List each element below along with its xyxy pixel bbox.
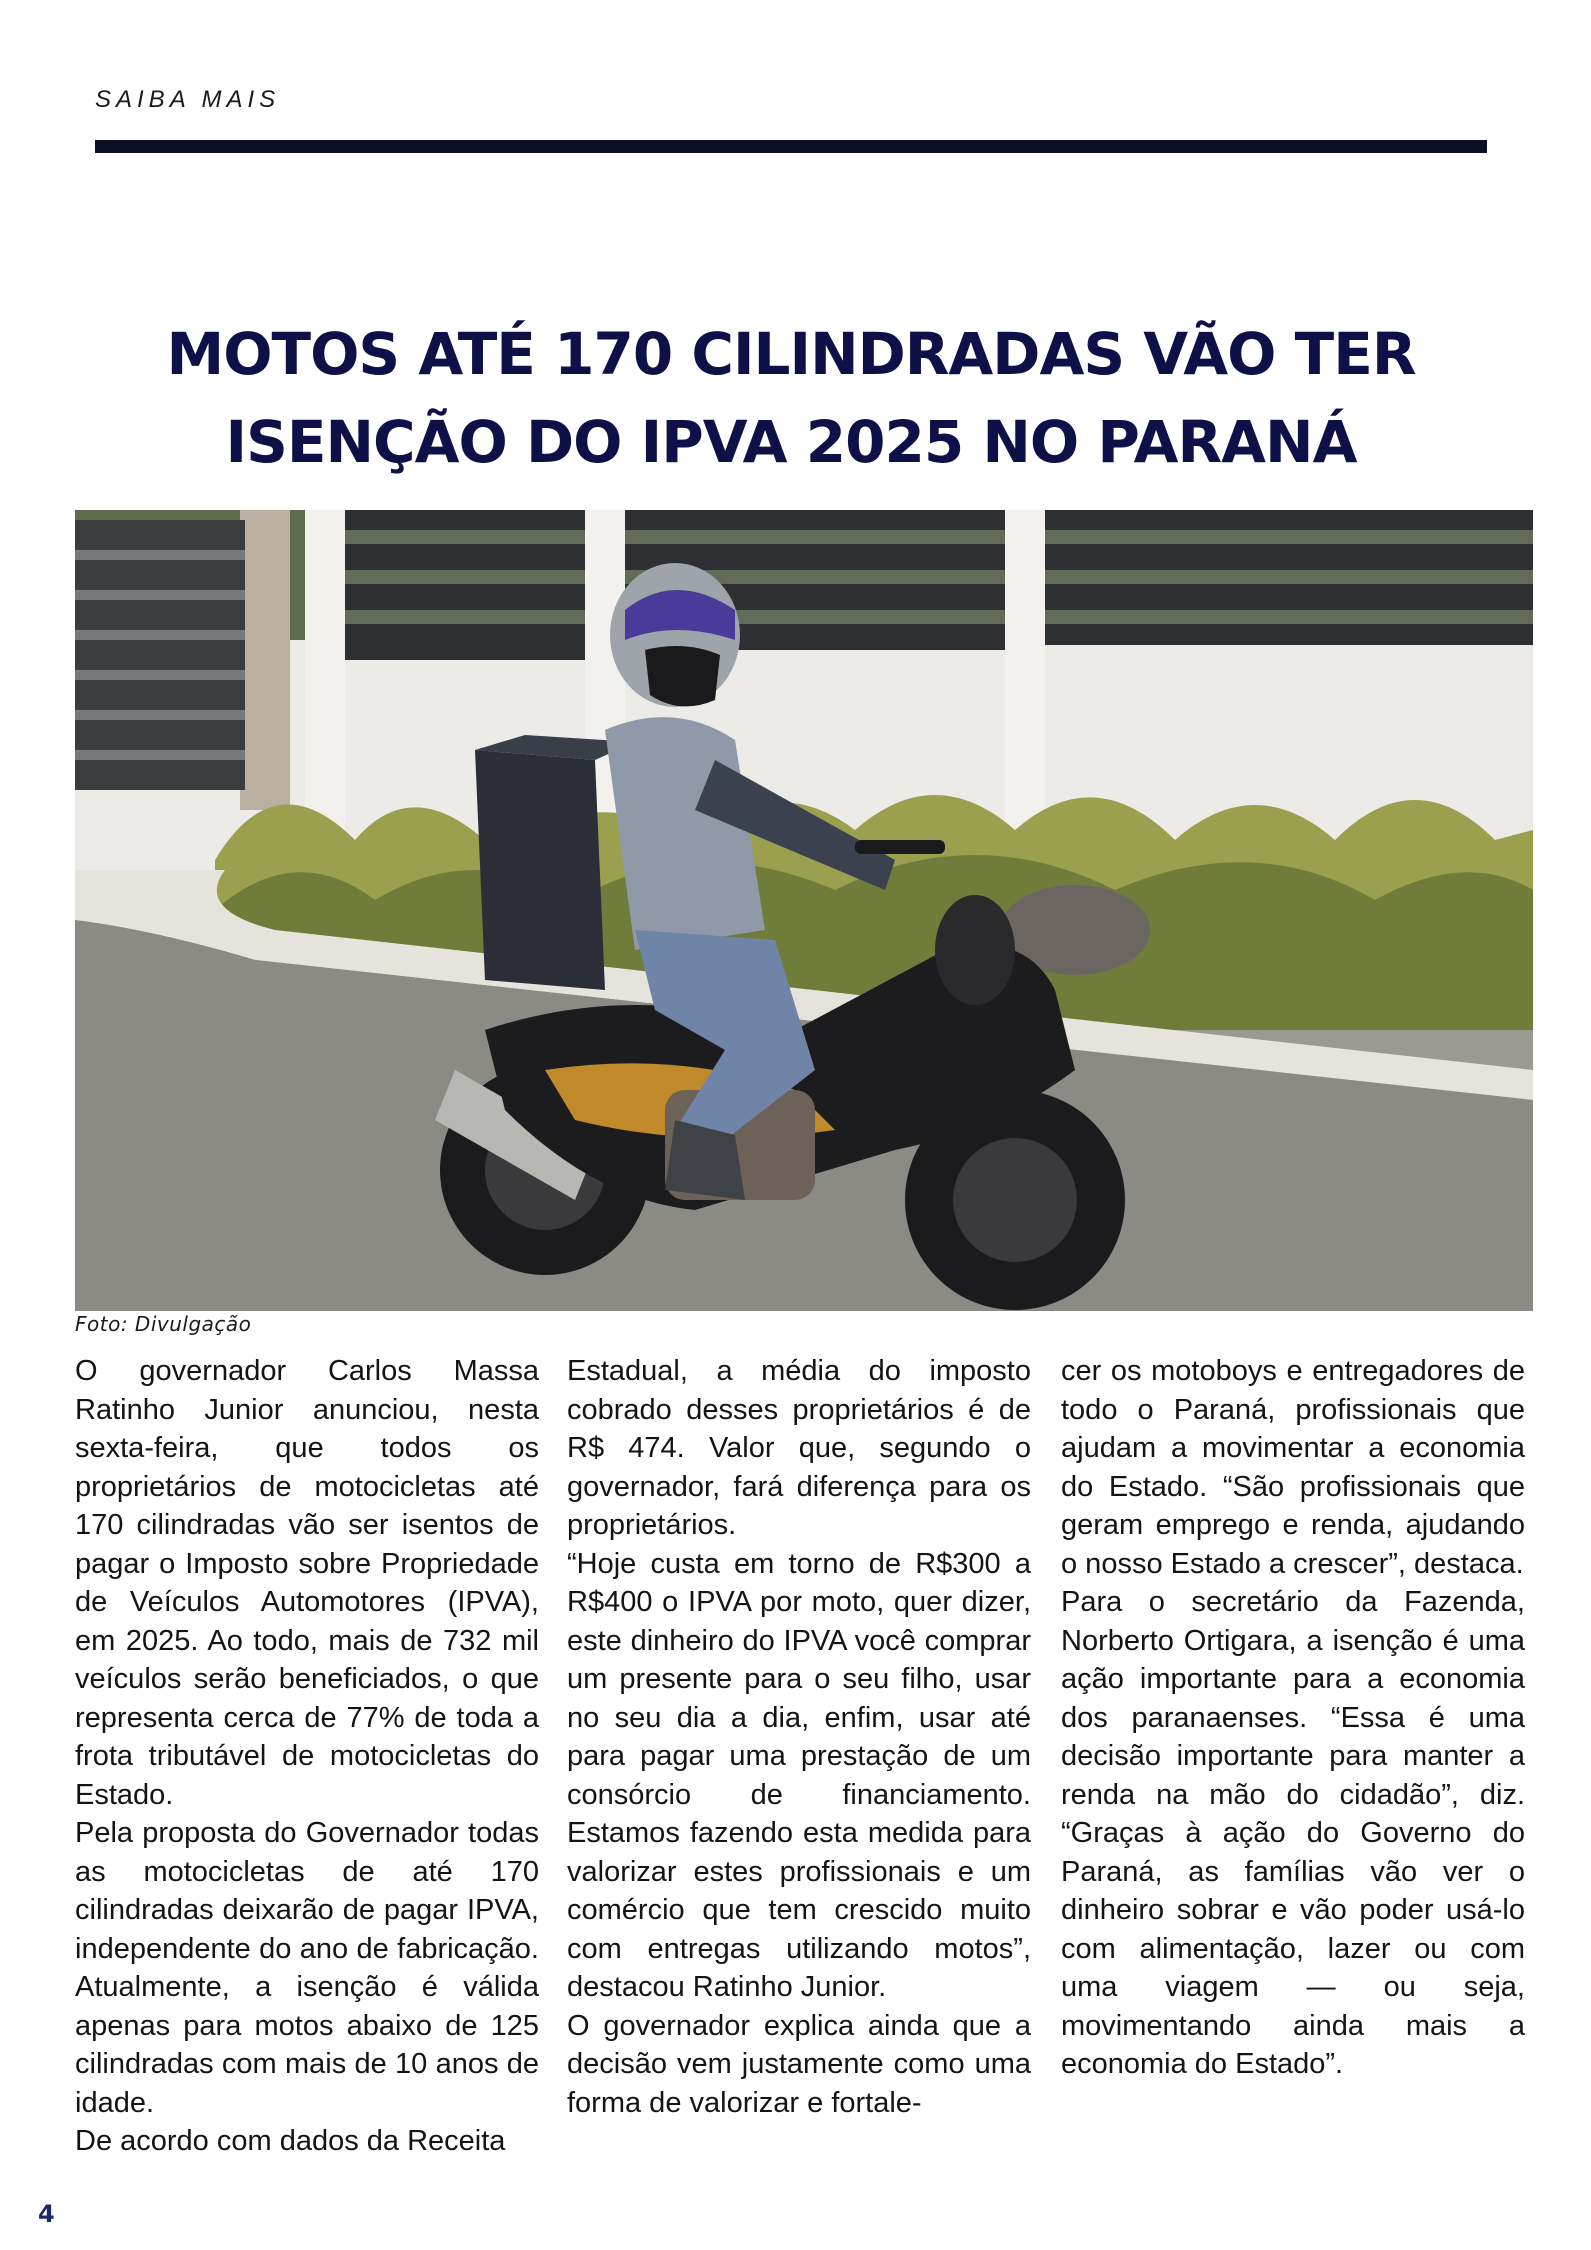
paragraph: cer os motoboys e entregadores de todo o Paraná, profissionais que ajudam a movimentar a economia do Estado. “São profissionais que geram emprego e renda, ajudando o nosso Estado a crescer”, destaca. xyxy=(1061,1355,1525,1580)
header-rule xyxy=(95,140,1487,153)
paragraph: O governador Carlos Massa Ratinho Junior anunciou, nesta sexta-feira, que todos os proprietários de motocicletas até 170 cilindradas vão ser isentos de pagar o Imposto sobre Propriedade de Veículos Automotores (IPVA), em 2025. Ao todo, mais de 732 mil veículos serão beneficiados, o que representa cerca de 77% de toda a frota tributável de motocicletas do Estado. xyxy=(75,1355,539,1811)
section-label: SAIBA MAIS xyxy=(95,86,281,113)
headline-line-1: MOTOS ATÉ 170 CILINDRADAS VÃO TER xyxy=(166,320,1416,388)
headline-line-2: ISENÇÃO DO IPVA 2025 NO PARANÁ xyxy=(225,408,1357,476)
paragraph: O governador explica ainda que a decisão vem justamente como uma forma de valorizar e fortale- xyxy=(567,2009,1031,2119)
motorcycle-courier-illustration xyxy=(75,510,1533,1311)
paragraph: “Hoje custa em torno de R$300 a R$400 o IPVA por moto, quer dizer, este dinheiro do IPVA você comprar um presente para o seu filho, usar no seu dia a dia, enfim, usar até para pagar uma prestação de um consórcio de financiamento. Estamos fazendo esta medida para valorizar estes profissionais e um comércio que tem crescido muito com entregas utilizando motos”, destacou Ratinho Junior. xyxy=(567,1547,1031,2003)
paragraph: Para o secretário da Fazenda, Norberto Ortigara, a isenção é uma ação importante para a economia dos paranaenses. “Essa é uma decisão importante para manter a renda na mão do cidadão”, diz. “Graças à ação do Governo do Paraná, as famílias vão ver o dinheiro sobrar e vão poder usá-lo com alimentação, lazer ou com uma viagem — ou seja, movimentando ainda mais a economia do Estado”. xyxy=(1061,1586,1525,2080)
article-column-2 xyxy=(567,1352,1031,2122)
article-photo xyxy=(75,510,1533,1311)
article-headline xyxy=(95,310,1487,486)
paragraph: De acordo com dados da Receita xyxy=(75,2125,506,2157)
photo-caption: Foto: Divulgação xyxy=(75,1312,252,1336)
page-number: 4 xyxy=(38,2200,55,2228)
paragraph: Estadual, a média do imposto cobrado desses proprietários é de R$ 474. Valor que, segundo o governador, fará diferença para os proprietários. xyxy=(567,1355,1031,1541)
paragraph: Pela proposta do Governador todas as motocicletas de até 170 cilindradas deixarão de pagar IPVA, independente do ano de fabricação. Atualmente, a isenção é válida apenas para motos abaixo de 125 cilindradas com mais de 10 anos de idade. xyxy=(75,1817,539,2119)
article-column-1 xyxy=(75,1352,539,2161)
article-column-3 xyxy=(1061,1352,1525,2084)
